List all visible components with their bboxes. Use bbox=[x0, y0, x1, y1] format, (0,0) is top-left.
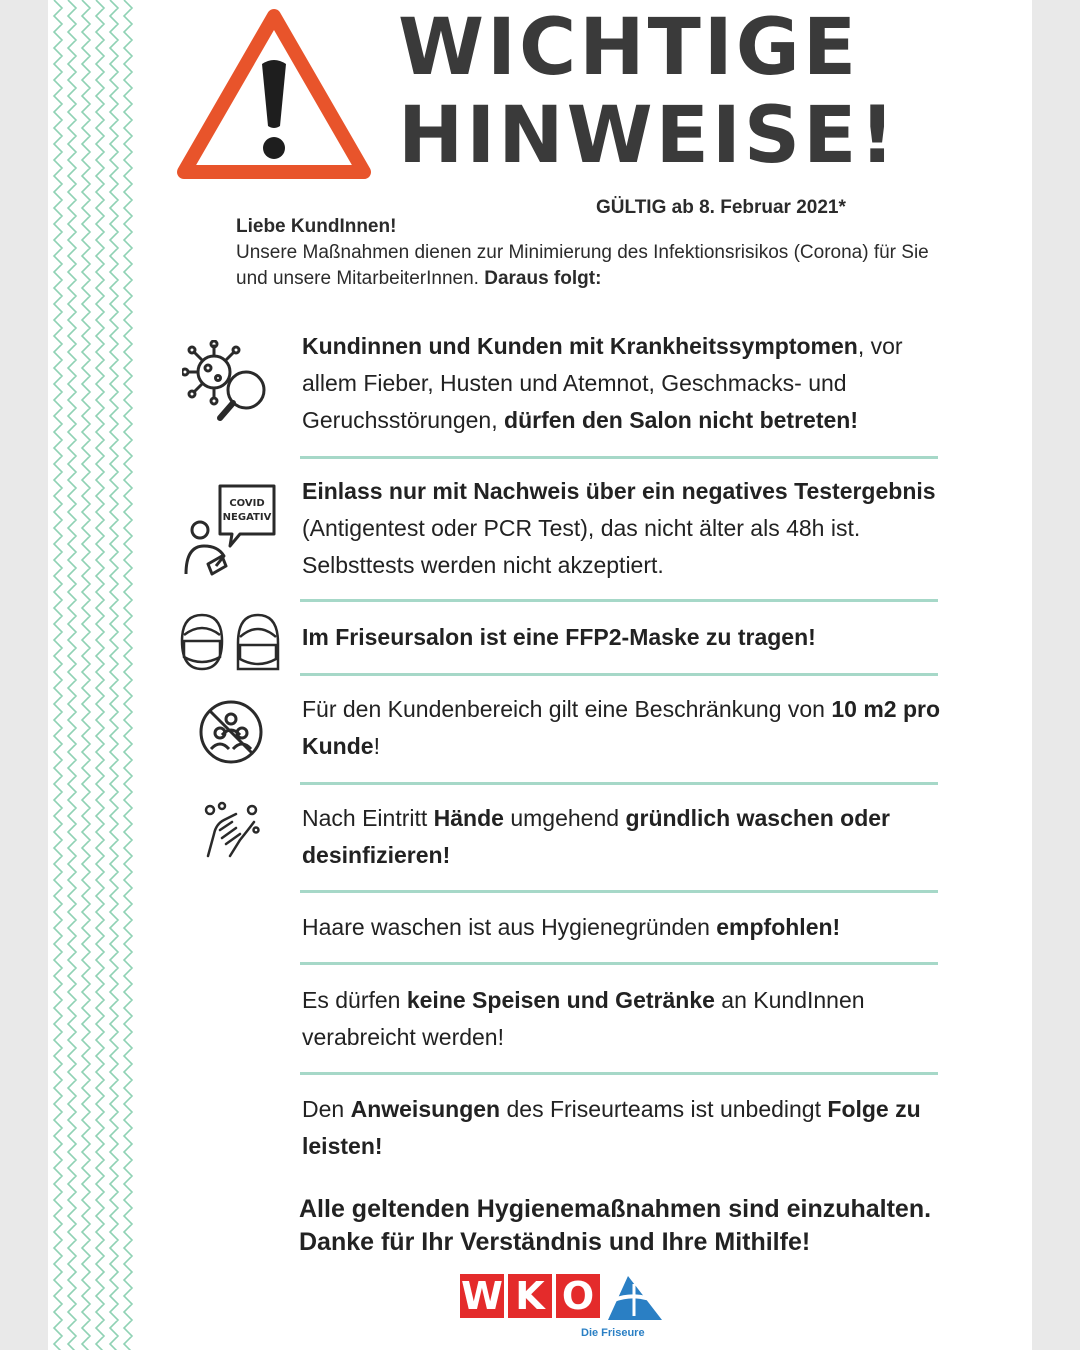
zigzag-line bbox=[68, 0, 76, 1350]
virus-search-icon bbox=[182, 340, 274, 424]
rule-text-part: ! bbox=[373, 733, 380, 759]
rule-text-part: Anweisungen bbox=[350, 1096, 501, 1122]
covid-negativ-icon bbox=[182, 482, 278, 582]
rule-negative-test bbox=[302, 473, 942, 584]
rule-symptoms bbox=[302, 328, 942, 439]
rule-text-part: Kundinnen und Kunden mit Krankheitssymptomen bbox=[302, 333, 858, 359]
rule-text-part: Es dürfen bbox=[302, 987, 407, 1013]
intro-conclusion: Daraus folgt: bbox=[484, 268, 602, 289]
rule-text-part: Einlass nur mit Nachweis über ein negatives Testergebnis bbox=[302, 478, 936, 504]
rule-text-part: keine Speisen und Getränke bbox=[406, 987, 715, 1013]
title-line-2: HINWEISE! bbox=[398, 91, 898, 181]
logo-letter-k: K bbox=[508, 1274, 552, 1318]
zigzag-line bbox=[54, 0, 62, 1350]
no-crowd-icon bbox=[198, 699, 264, 765]
title-line-1: WICHTIGE bbox=[398, 3, 860, 93]
intro-text bbox=[236, 214, 936, 292]
rule-text-part: Nach Eintritt bbox=[302, 805, 434, 831]
hand-washing-icon bbox=[200, 800, 262, 862]
divider bbox=[300, 599, 938, 602]
rule-text-part: dürfen den Salon nicht betreten! bbox=[504, 407, 858, 433]
notice-page bbox=[48, 0, 1032, 1350]
rule-text-part: umgehend bbox=[503, 805, 626, 831]
rule-text-part: des Friseurteams ist unbedingt bbox=[500, 1096, 828, 1122]
validity-date: GÜLTIG ab 8. Februar 2021* bbox=[596, 197, 846, 218]
rule-text-part: , vor allem Fieber, Husten und Atemnot, Geschmacks- und Geruchsstörungen, bbox=[302, 333, 903, 433]
zigzag-line bbox=[124, 0, 132, 1350]
logo-subtitle: Die Friseure bbox=[581, 1327, 645, 1339]
rule-text-part: empfohlen! bbox=[716, 914, 841, 940]
divider bbox=[300, 782, 938, 785]
rule-ffp2-mask bbox=[302, 619, 942, 656]
rule-instructions bbox=[302, 1091, 942, 1165]
divider bbox=[300, 1072, 938, 1075]
closing-line-2: Danke für Ihr Verständnis und Ihre Mithilfe! bbox=[299, 1228, 811, 1256]
warning-triangle-icon bbox=[176, 6, 372, 182]
rule-text-part: Den bbox=[302, 1096, 351, 1122]
rule-text-part: Hände bbox=[433, 805, 504, 831]
greeting: Liebe KundInnen! bbox=[236, 216, 397, 237]
divider bbox=[300, 962, 938, 965]
page-title bbox=[398, 4, 898, 180]
rule-text-part: 10 m2 pro Kunde bbox=[302, 696, 941, 759]
covid-badge-line-1: COVID bbox=[229, 498, 265, 509]
zigzag-pattern bbox=[48, 0, 136, 1350]
closing-line-1: Alle geltenden Hygienemaßnahmen sind einzuhalten. bbox=[299, 1195, 932, 1223]
covid-badge-line-2: NEGATIV bbox=[222, 512, 272, 523]
divider bbox=[300, 456, 938, 459]
closing-text bbox=[299, 1193, 999, 1259]
rule-text-part: (Antigentest oder PCR Test), das nicht älter als 48h ist. Selbsttests werden nicht akzeptiert. bbox=[302, 515, 861, 578]
rule-text-part: Folge zu leisten! bbox=[302, 1096, 921, 1159]
logo-letter-o: O bbox=[556, 1274, 600, 1318]
rule-text-part: gründlich waschen oder desinfizieren! bbox=[302, 805, 890, 868]
ffp2-mask-icon bbox=[178, 611, 282, 673]
rule-hair-washing bbox=[302, 909, 942, 946]
intro-body: Unsere Maßnahmen dienen zur Minimierung des Infektionsrisikos (Corona) für Sie und unsere MitarbeiterInnen. bbox=[236, 242, 929, 289]
friseure-emblem-icon bbox=[606, 1274, 664, 1322]
zigzag-line bbox=[82, 0, 90, 1350]
rule-space-limit bbox=[302, 691, 942, 765]
divider bbox=[300, 673, 938, 676]
rule-hand-washing bbox=[302, 800, 942, 874]
rule-text-part: Für den Kundenbereich gilt eine Beschränkung von bbox=[302, 696, 832, 722]
zigzag-line bbox=[110, 0, 118, 1350]
rule-text-part: Im Friseursalon ist eine FFP2-Maske zu tragen! bbox=[302, 624, 816, 650]
divider bbox=[300, 890, 938, 893]
rule-no-food bbox=[302, 982, 942, 1056]
zigzag-line bbox=[96, 0, 104, 1350]
rule-text-part: Haare waschen ist aus Hygienegründen bbox=[302, 914, 717, 940]
rule-text-part: an KundInnen verabreicht werden! bbox=[302, 987, 865, 1050]
logo-letter-w: W bbox=[461, 1274, 503, 1318]
